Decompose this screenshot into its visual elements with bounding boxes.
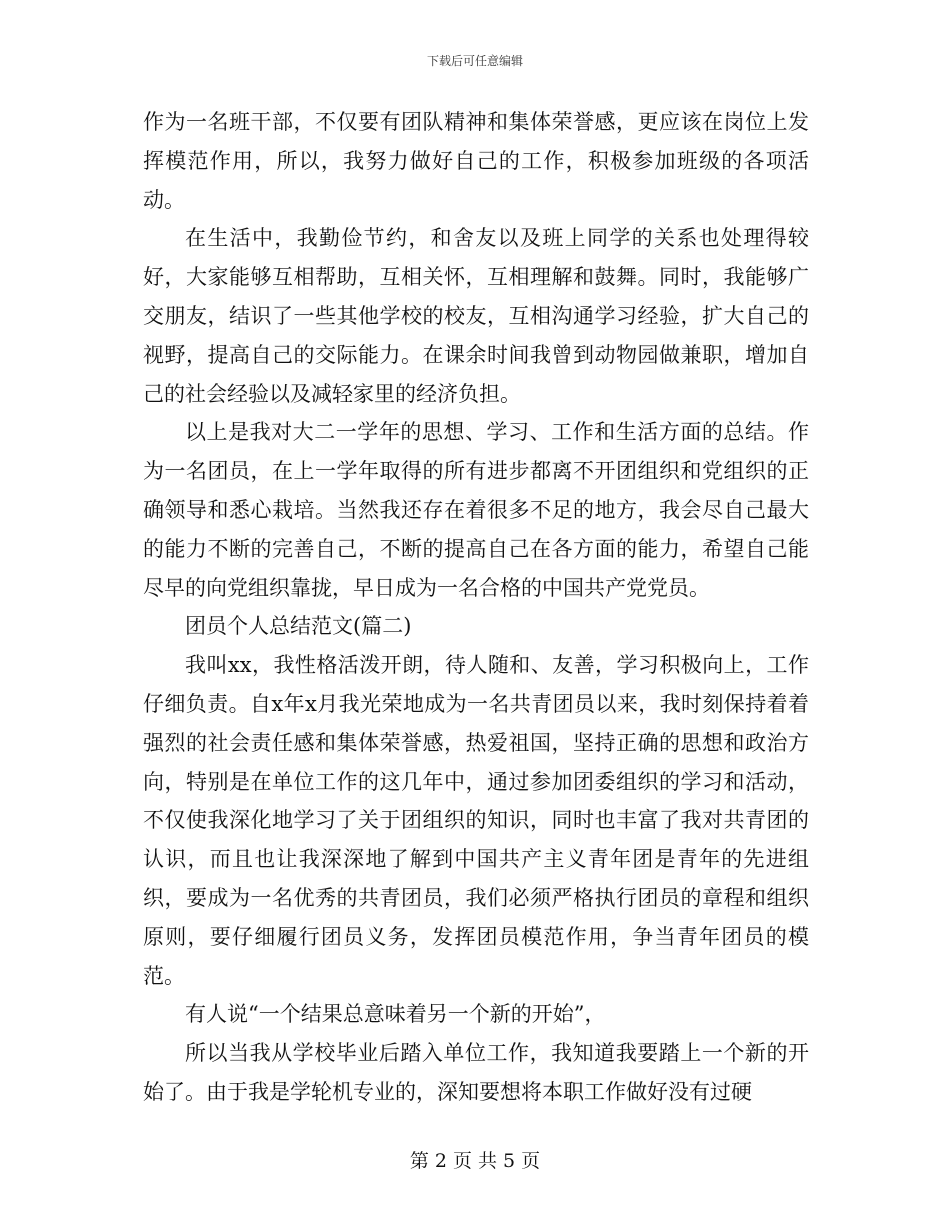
paragraph-2: 在生活中，我勤俭节约，和舍友以及班上同学的关系也处理得较好，大家能够互相帮助，互相关怀，互相理解和鼓舞。同时，我能够广交朋友，结识了一些其他学校的校友，互相沟通学习经验，扩大自己的视野，提高自己的交际能力。在课余时间我曾到动物园做兼职，增加自己的社会经验以及减轻家里的经济负担。 xyxy=(143,226,809,406)
paragraph-5: 有人说“一个结果总意味着另一个新的开始”， xyxy=(185,1002,606,1027)
page-number: 第 2 页 共 5 页 xyxy=(409,1150,541,1172)
paragraph-3: 以上是我对大二一学年的思想、学习、工作和生活方面的总结。作为一名团员，在上一学年取得的所有进步都离不开团组织和党组织的正确领导和悉心栽培。当然我还存在着很多不足的地方，我会尽自己最大的能力不断的完善自己，不断的提高自己在各方面的能力，希望自己能尽早的向党组织靠拢，早日成为一名合格的中国共产党党员。 xyxy=(143,420,809,600)
paragraph-4: 我叫xx，我性格活泼开朗，待人随和、友善，学习积极向上，工作仔细负责。自x年x月我光荣地成为一名共青团员以来，我时刻保持着着强烈的社会责任感和集体荣誉感，热爱祖国，坚持正确的思想和政治方向，特别是在单位工作的这几年中，通过参加团委组织的学习和活动，不仅使我深化地学习了关于团组织的知识，同时也丰富了我对共青团的认识，而且也让我深深地了解到中国共产主义青年团是青年的先进组织，要成为一名优秀的共青团员，我们必须严格执行团员的章程和组织原则，要仔细履行团员义务，发挥团员模范作用，争当青年团员的模范。 xyxy=(143,653,809,988)
page-header-note: 下载后可任意编辑 xyxy=(426,54,523,68)
section-heading: 团员个人总结范文(篇二) xyxy=(185,614,412,639)
paragraph-1: 作为一名班干部，不仅要有团队精神和集体荣誉感，更应该在岗位上发挥模范作用，所以，我努力做好自己的工作，积极参加班级的各项活动。 xyxy=(143,110,809,212)
paragraph-6: 所以当我从学校毕业后踏入单位工作，我知道我要踏上一个新的开始了。由于我是学轮机专业的，深知要想将本职工作做好没有过硬 xyxy=(143,1041,809,1104)
document-body xyxy=(143,103,809,1112)
